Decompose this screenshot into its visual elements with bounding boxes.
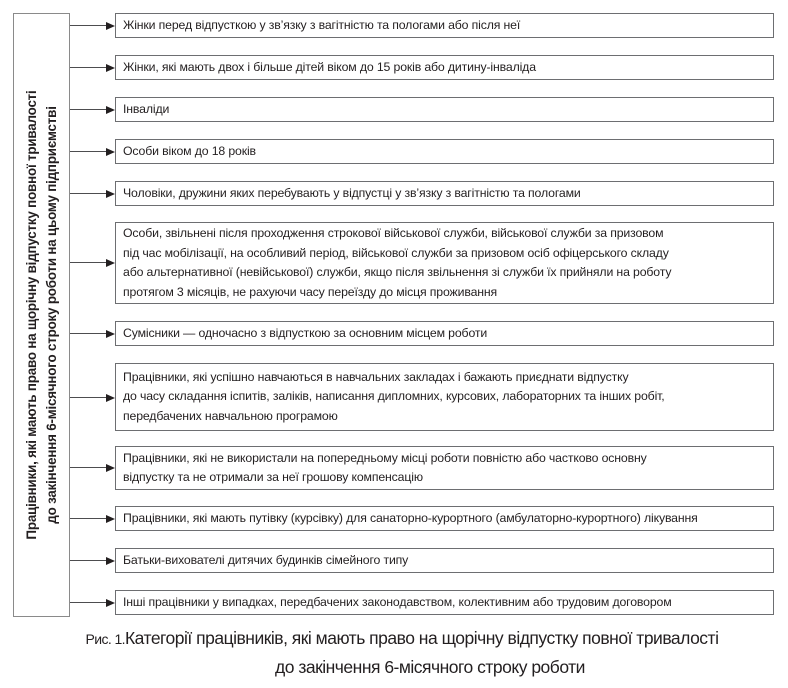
- category-text: Працівники, які не використали на попередньому місці роботи повністю або частково основну: [123, 451, 647, 465]
- category-text: Батьки-вихователі дитячих будинків сімейного типу: [123, 553, 409, 567]
- category-box: [115, 55, 774, 80]
- category-box: [115, 13, 774, 38]
- figure-caption: [0, 624, 788, 681]
- arrow-right-icon: [106, 330, 115, 338]
- arrow-right-icon: [106, 106, 115, 114]
- category-box: [115, 590, 774, 615]
- category-text: передбачених навчальною програмою: [123, 408, 338, 423]
- category-box: [115, 222, 774, 304]
- caption-title: Категорії працівників, які мають право на щорічну відпустку повної тривалості: [124, 628, 719, 648]
- arrow-right-icon: [106, 464, 115, 472]
- root-category-line: до закінчення 6-місячного строку роботи на цьому підприємстві: [43, 106, 59, 524]
- category-text: Жінки, які мають двох і більше дітей віком до 15 років або дитину-інваліда: [123, 60, 536, 74]
- category-text: або альтернативної (невійськової) служби, якщо після звільнення зі служби їх прийняли на роботу: [123, 265, 672, 279]
- category-text: Особи, звільнені після проходження строкової військової служби, військової служби за призовом: [123, 226, 664, 240]
- root-category-label: [22, 20, 62, 610]
- arrow-right-icon: [106, 64, 115, 72]
- arrow-right-icon: [106, 515, 115, 523]
- category-text: Інші працівники у випадках, передбачених законодавством, колективним або трудовим договором: [123, 595, 672, 609]
- category-box: [115, 363, 774, 431]
- category-text: Сумісники — одночасно з відпусткою за основним місцем роботи: [123, 326, 488, 340]
- root-category-box: [13, 13, 70, 617]
- category-box: [115, 548, 774, 573]
- category-text: Жінки перед відпусткою у зв’язку з вагітністю та пологами або після неї: [123, 18, 521, 32]
- arrow-right-icon: [106, 148, 115, 156]
- category-text: протягом 3 місяців, не рахуючи часу переїзду до місця проживання: [123, 284, 498, 299]
- category-text: під час мобілізації, на особливий період, військової служби за призовом осіб офіцерського складу: [123, 245, 669, 260]
- root-category-line: Працівники, які мають право на щорічну відпустку повної тривалості: [23, 90, 39, 540]
- category-box: [115, 97, 774, 122]
- category-box: [115, 321, 774, 346]
- arrow-right-icon: [106, 599, 115, 607]
- category-box: [115, 446, 774, 490]
- category-text: Інваліди: [123, 102, 170, 116]
- caption-line-1: [0, 624, 788, 653]
- arrow-right-icon: [106, 259, 115, 267]
- caption-prefix: Рис. 1.: [85, 631, 125, 647]
- category-text: відпустку та не отримали за неї грошову компенсацію: [123, 470, 423, 484]
- arrow-right-icon: [106, 557, 115, 565]
- category-box: [115, 181, 774, 206]
- caption-line-2: до закінчення 6-місячного строку роботи: [275, 657, 585, 677]
- category-text: Працівники, які мають путівку (курсівку) для санаторно-курортного (амбулаторно-курортного) лікування: [123, 511, 698, 525]
- arrow-right-icon: [106, 190, 115, 198]
- category-text: Особи віком до 18 років: [123, 144, 256, 158]
- category-box: [115, 506, 774, 531]
- category-text: Працівники, які успішно навчаються в навчальних закладах і бажають приєднати відпустку: [123, 369, 629, 384]
- category-text: до часу складання іспитів, заліків, написання дипломних, курсових, лабораторних та інших робіт,: [123, 389, 665, 404]
- arrow-right-icon: [106, 394, 115, 402]
- category-text: Чоловіки, дружини яких перебувають у відпустці у зв’язку з вагітністю та пологами: [123, 186, 581, 200]
- category-box: [115, 139, 774, 164]
- arrow-right-icon: [106, 22, 115, 30]
